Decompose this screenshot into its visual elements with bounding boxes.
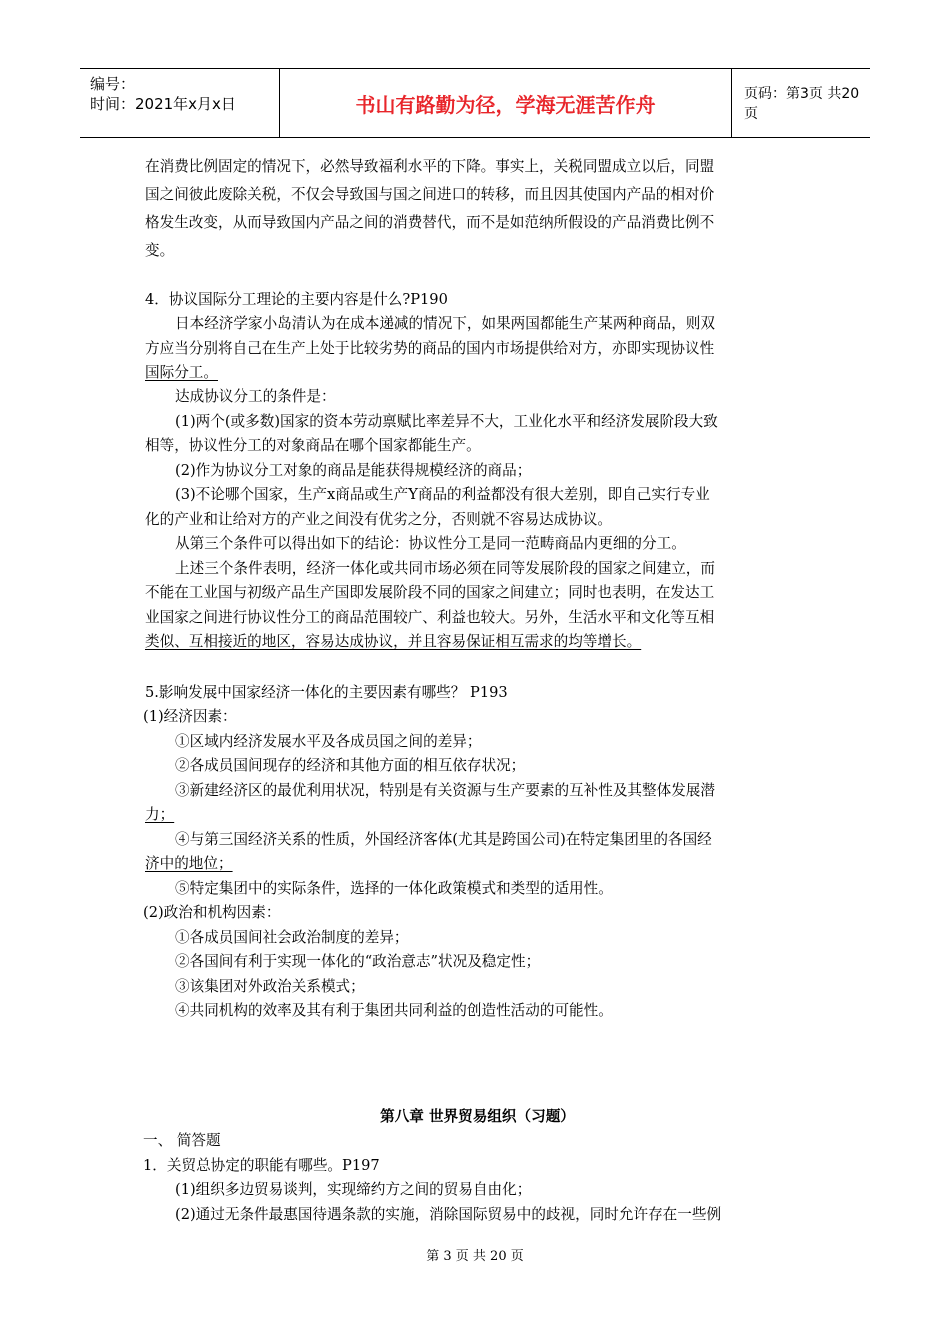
page-header <box>80 68 870 138</box>
conditions-title: 达成协议分工的条件是： <box>175 388 336 405</box>
condition-line: (3)不论哪个国家，生产x商品或生产Y商品的利益都没有很大差别，即自己实行专业 <box>175 486 710 503</box>
chapter-title: 第八章 世界贸易组织（习题） <box>380 1108 575 1125</box>
summary-line: 类似、互相接近的地区，容易达成协议，并且容易保证相互需求的均等增长。 <box>145 633 642 650</box>
header-motto: 书山有路勤为径，学海无涯苦作舟 <box>280 69 732 137</box>
factor-line: ②各成员国间现存的经济和其他方面的相互依存状况； <box>175 757 526 774</box>
factor-line: ①区域内经济发展水平及各成员国之间的差异； <box>175 733 482 750</box>
summary-line: 业国家之间进行协议性分工的商品范围较广、利益也较大。另外，生活水平和文化等互相 <box>145 609 715 626</box>
condition-line: 相等，协议性分工的对象商品在哪个国家都能生产。 <box>145 437 481 454</box>
answer-line: (1)组织多边贸易谈判，实现缔约方之间的贸易自由化； <box>175 1181 532 1198</box>
answer-line: (2)通过无条件最惠国待遇条款的实施，消除国际贸易中的歧视，同时允许存在一些例 <box>175 1206 722 1223</box>
paragraph-line: 格发生改变，从而导致国内产品之间的消费替代，而不是如范纳所假设的产品消费比例不 <box>145 214 715 231</box>
header-page-number: 页码：第3页 共20页 <box>744 86 860 122</box>
paragraph-line: 变。 <box>145 242 175 259</box>
wto-question-1: 1．关贸总协定的职能有哪些。P197 <box>143 1157 380 1174</box>
factor-line: ⑤特定集团中的实际条件，选择的一体化政策模式和类型的适用性。 <box>175 880 613 897</box>
page-footer: 第 3 页 共 20 页 <box>426 1249 524 1264</box>
economic-factors-heading: (1)经济因素： <box>143 708 237 725</box>
summary-line: 上述三个条件表明，经济一体化或共同市场必须在同等发展阶段的国家之间建立，而 <box>175 560 715 577</box>
factor-line: ④与第三国经济关系的性质，外国经济客体(尤其是跨国公司)在特定集团里的各国经 <box>175 831 712 848</box>
paragraph-line: 在消费比例固定的情况下，必然导致福利水平的下降。事实上，关税同盟成立以后，同盟 <box>145 158 715 175</box>
question-5: 5.影响发展中国家经济一体化的主要因素有哪些？ P193 <box>145 684 508 701</box>
section-heading: 一、 简答题 <box>143 1132 221 1149</box>
header-number: 编号： <box>90 75 136 93</box>
question-4: 4．协议国际分工理论的主要内容是什么?P190 <box>145 291 448 308</box>
header-info-cell <box>80 69 280 137</box>
answer-line: 国际分工。 <box>145 364 218 381</box>
factor-line: ①各成员国间社会政治制度的差异； <box>175 929 409 946</box>
answer-line: 日本经济学家小岛清认为在成本递减的情况下，如果两国都能生产某两种商品，则双 <box>175 315 715 332</box>
paragraph-line: 国之间彼此废除关税，不仅会导致国与国之间进口的转移，而且因其使国内产品的相对价 <box>145 186 715 203</box>
answer-line: 方应当分别将自己在生产上处于比较劣势的商品的国内市场提供给对方，亦即实现协议性 <box>145 340 715 357</box>
factor-line: ③新建经济区的最优利用状况，特别是有关资源与生产要素的互补性及其整体发展潜 <box>175 782 715 799</box>
summary-line: 不能在工业国与初级产品生产国即发展阶段不同的国家之间建立；同时也表明，在发达工 <box>145 584 715 601</box>
political-factors-heading: (2)政治和机构因素： <box>143 904 281 921</box>
condition-line: (2)作为协议分工对象的商品是能获得规模经济的商品； <box>175 462 532 479</box>
factor-line: ②各国间有利于实现一体化的“政治意志”状况及稳定性； <box>175 953 541 970</box>
factor-line: 济中的地位； <box>145 855 233 872</box>
condition-line: (1)两个(或多数)国家的资本劳动禀赋比率差异不大，工业化水平和经济发展阶段大致 <box>175 413 718 430</box>
conclusion-line: 从第三个条件可以得出如下的结论：协议性分工是同一范畴商品内更细的分工。 <box>175 535 686 552</box>
factor-line: 力； <box>145 806 175 823</box>
condition-line: 化的产业和让给对方的产业之间没有优劣之分，否则就不容易达成协议。 <box>145 511 613 528</box>
factor-line: ④共同机构的效率及其有利于集团共同利益的创造性活动的可能性。 <box>175 1002 613 1019</box>
factor-line: ③该集团对外政治关系模式； <box>175 978 365 995</box>
header-date: 时间：2021年x月x日 <box>90 95 236 113</box>
